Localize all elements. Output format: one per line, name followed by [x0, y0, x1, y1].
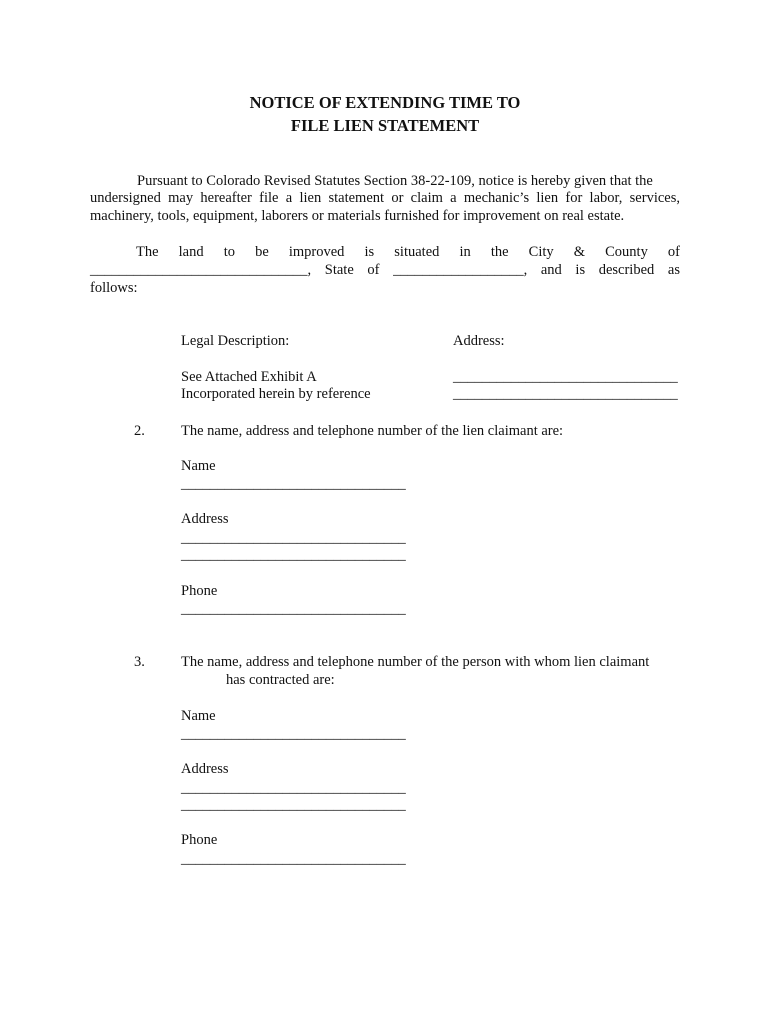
section-3-number: 3. [134, 654, 145, 670]
section-3-address-label: Address [181, 761, 229, 777]
section-2-name-label: Name [181, 458, 216, 474]
document-title-line-1: NOTICE OF EXTENDING TIME TO [249, 93, 521, 112]
legal-description-line-2: Incorporated herein by reference [181, 386, 371, 402]
legal-description-label: Legal Description: [181, 333, 290, 349]
address-blank-2[interactable]: _______________________________ [453, 386, 678, 402]
section-2-phone-blank[interactable]: _______________________________ [181, 601, 406, 617]
intro-line-1: Pursuant to Colorado Revised Statutes Section 38-22-109, notice is hereby given that the [137, 173, 653, 189]
section-2-address-blank-1[interactable]: _______________________________ [181, 530, 406, 546]
section-3-phone-label: Phone [181, 832, 218, 848]
document-title-line-2: FILE LIEN STATEMENT [290, 116, 480, 135]
section-2-address-label: Address [181, 511, 229, 527]
section-3-text-line-2: has contracted are: [226, 672, 335, 688]
section-3-phone-blank[interactable]: _______________________________ [181, 851, 406, 867]
section-3-address-blank-1[interactable]: _______________________________ [181, 780, 406, 796]
section-2-address-blank-2[interactable]: _______________________________ [181, 547, 406, 563]
section-2-name-blank[interactable]: _______________________________ [181, 476, 406, 492]
land-line-1: The land to be improved is situated in the City & County of [136, 244, 680, 260]
address-label: Address: [453, 333, 505, 349]
section-2-text: The name, address and telephone number of the lien claimant are: [181, 423, 564, 439]
section-2-number: 2. [134, 423, 145, 439]
land-line-2: ______________________________, State of __________________, and is described as [90, 262, 680, 278]
section-2-phone-label: Phone [181, 583, 218, 599]
legal-description-line-1: See Attached Exhibit A [181, 369, 317, 385]
section-3-name-label: Name [181, 708, 216, 724]
land-line-3: follows: [90, 280, 138, 296]
section-3-text-line-1: The name, address and telephone number of the person with whom lien claimant [181, 654, 650, 670]
section-3-name-blank[interactable]: _______________________________ [181, 726, 406, 742]
address-blank-1[interactable]: _______________________________ [453, 369, 678, 385]
section-3-address-blank-2[interactable]: _______________________________ [181, 797, 406, 813]
intro-line-3: machinery, tools, equipment, laborers or materials furnished for improvement on real estate. [90, 208, 625, 224]
intro-line-2: undersigned may hereafter file a lien statement or claim a mechanic’s lien for labor, services, [90, 190, 680, 206]
